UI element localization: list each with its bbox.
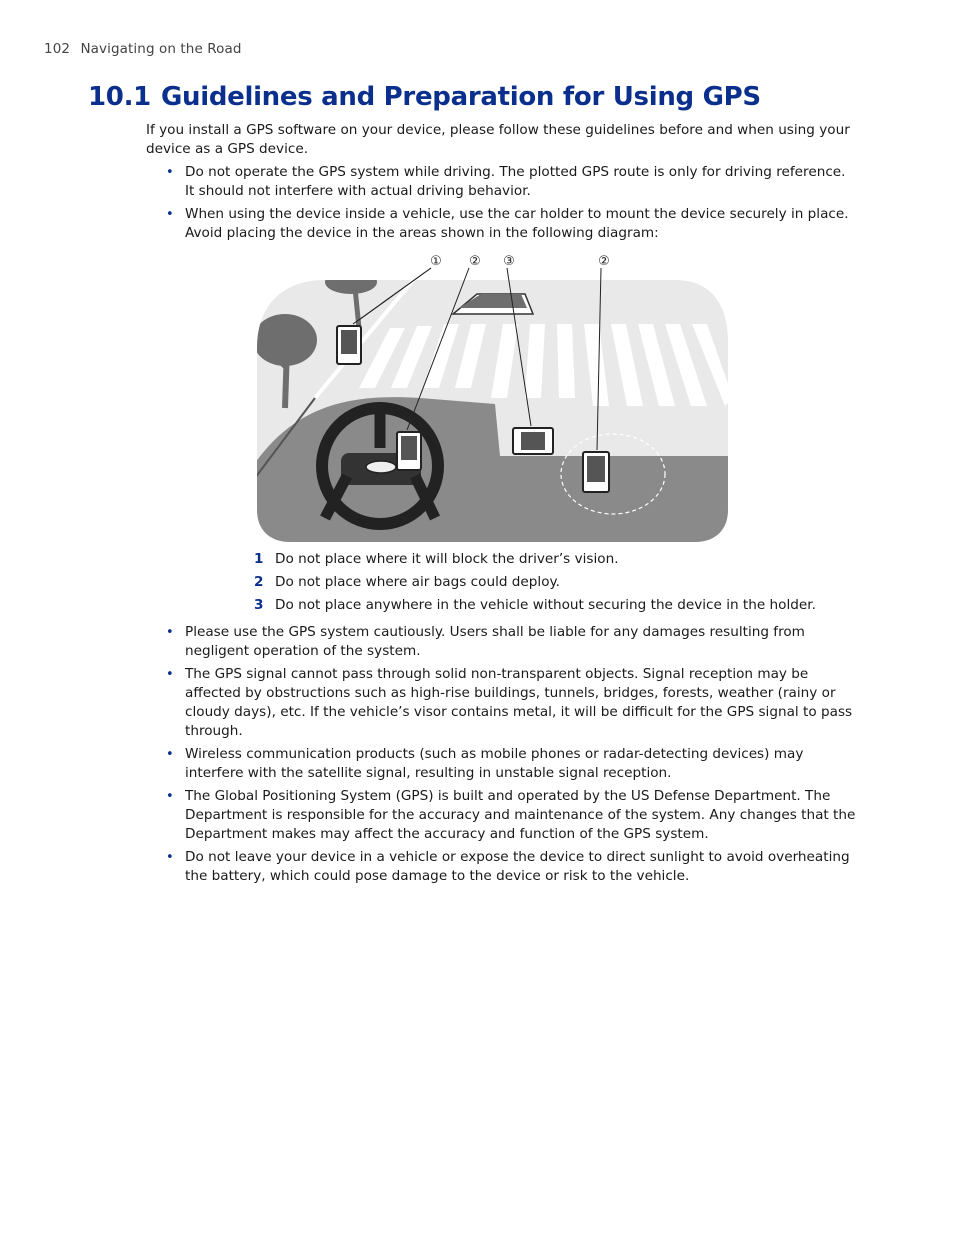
list-item bbox=[166, 163, 856, 201]
list-item-text: Please use the GPS system cautiously. Users shall be liable for any damages resulting from negligent operation of the system. bbox=[185, 624, 805, 659]
device-icon bbox=[337, 326, 361, 364]
car-interior-illustration bbox=[255, 248, 733, 548]
caption-item bbox=[254, 596, 816, 619]
bullet-icon: • bbox=[166, 747, 174, 762]
list-item-text: Wireless communication products (such as mobile phones or radar-detecting devices) may interfere with the satellite signal, resulting in unstable signal reception. bbox=[185, 746, 804, 781]
section-number: 10.1 bbox=[88, 82, 151, 112]
caption-item bbox=[254, 550, 816, 573]
list-item bbox=[166, 205, 856, 243]
caption-item bbox=[254, 573, 816, 596]
caption-number: 3 bbox=[254, 597, 264, 613]
list-item bbox=[166, 848, 856, 886]
device-icon bbox=[583, 452, 609, 492]
section-title-text: Guidelines and Preparation for Using GPS bbox=[160, 82, 761, 112]
caption-number: 1 bbox=[254, 551, 264, 567]
device-icon bbox=[513, 428, 553, 454]
caption-number: 2 bbox=[254, 574, 264, 590]
bullet-icon: • bbox=[166, 850, 174, 865]
bullet-icon: • bbox=[166, 625, 174, 640]
bullet-icon: • bbox=[166, 165, 174, 180]
running-header bbox=[44, 41, 242, 57]
bullet-list-bottom bbox=[166, 623, 856, 890]
bullet-icon: • bbox=[166, 667, 174, 682]
chapter-name: Navigating on the Road bbox=[80, 41, 242, 57]
scene-background bbox=[255, 248, 733, 548]
list-item-text: Do not leave your device in a vehicle or expose the device to direct sunlight to avoid overheating the battery, which could pose damage to the device or risk to the vehicle. bbox=[185, 849, 850, 884]
bullet-list-top bbox=[166, 163, 856, 247]
bullet-icon: • bbox=[166, 789, 174, 804]
car-placement-diagram bbox=[255, 248, 733, 548]
list-item bbox=[166, 623, 856, 661]
list-item-text: The Global Positioning System (GPS) is built and operated by the US Defense Department. The Department is responsible for the accuracy and maintenance of the system. Any changes that the Department makes may affect the accuracy and function of the GPS system. bbox=[185, 788, 856, 842]
marker-2-second: ② bbox=[598, 254, 610, 269]
list-item-text: When using the device inside a vehicle, use the car holder to mount the device securely in place. Avoid placing the device in the areas shown in the following diagram: bbox=[185, 206, 849, 241]
marker-1: ① bbox=[430, 254, 442, 269]
device-icon bbox=[397, 432, 421, 470]
caption-text: Do not place anywhere in the vehicle without securing the device in the holder. bbox=[275, 597, 816, 613]
list-item-text: Do not operate the GPS system while driving. The plotted GPS route is only for driving reference. It should not interfere with actual driving behavior. bbox=[185, 164, 846, 199]
marker-2: ② bbox=[469, 254, 481, 269]
list-item bbox=[166, 745, 856, 783]
intro-paragraph: If you install a GPS software on your device, please follow these guidelines before and when using your device as a GPS device. bbox=[146, 122, 850, 157]
page-title bbox=[88, 82, 761, 112]
caption-text: Do not place where air bags could deploy. bbox=[275, 574, 560, 590]
diagram-caption-list bbox=[254, 550, 816, 619]
bullet-icon: • bbox=[166, 207, 174, 222]
list-item-text: The GPS signal cannot pass through solid non-transparent objects. Signal reception may be affected by obstructions such as high-rise buildings, tunnels, bridges, forests, weather (rainy or cloudy days), etc. If the vehicle’s visor contains metal, it will be difficult for the GPS signal to pass through. bbox=[185, 666, 853, 739]
list-item bbox=[166, 665, 856, 741]
caption-text: Do not place where it will block the driver’s vision. bbox=[275, 551, 619, 567]
marker-3: ③ bbox=[503, 254, 515, 269]
page-number: 102 bbox=[44, 41, 71, 57]
list-item bbox=[166, 787, 856, 844]
